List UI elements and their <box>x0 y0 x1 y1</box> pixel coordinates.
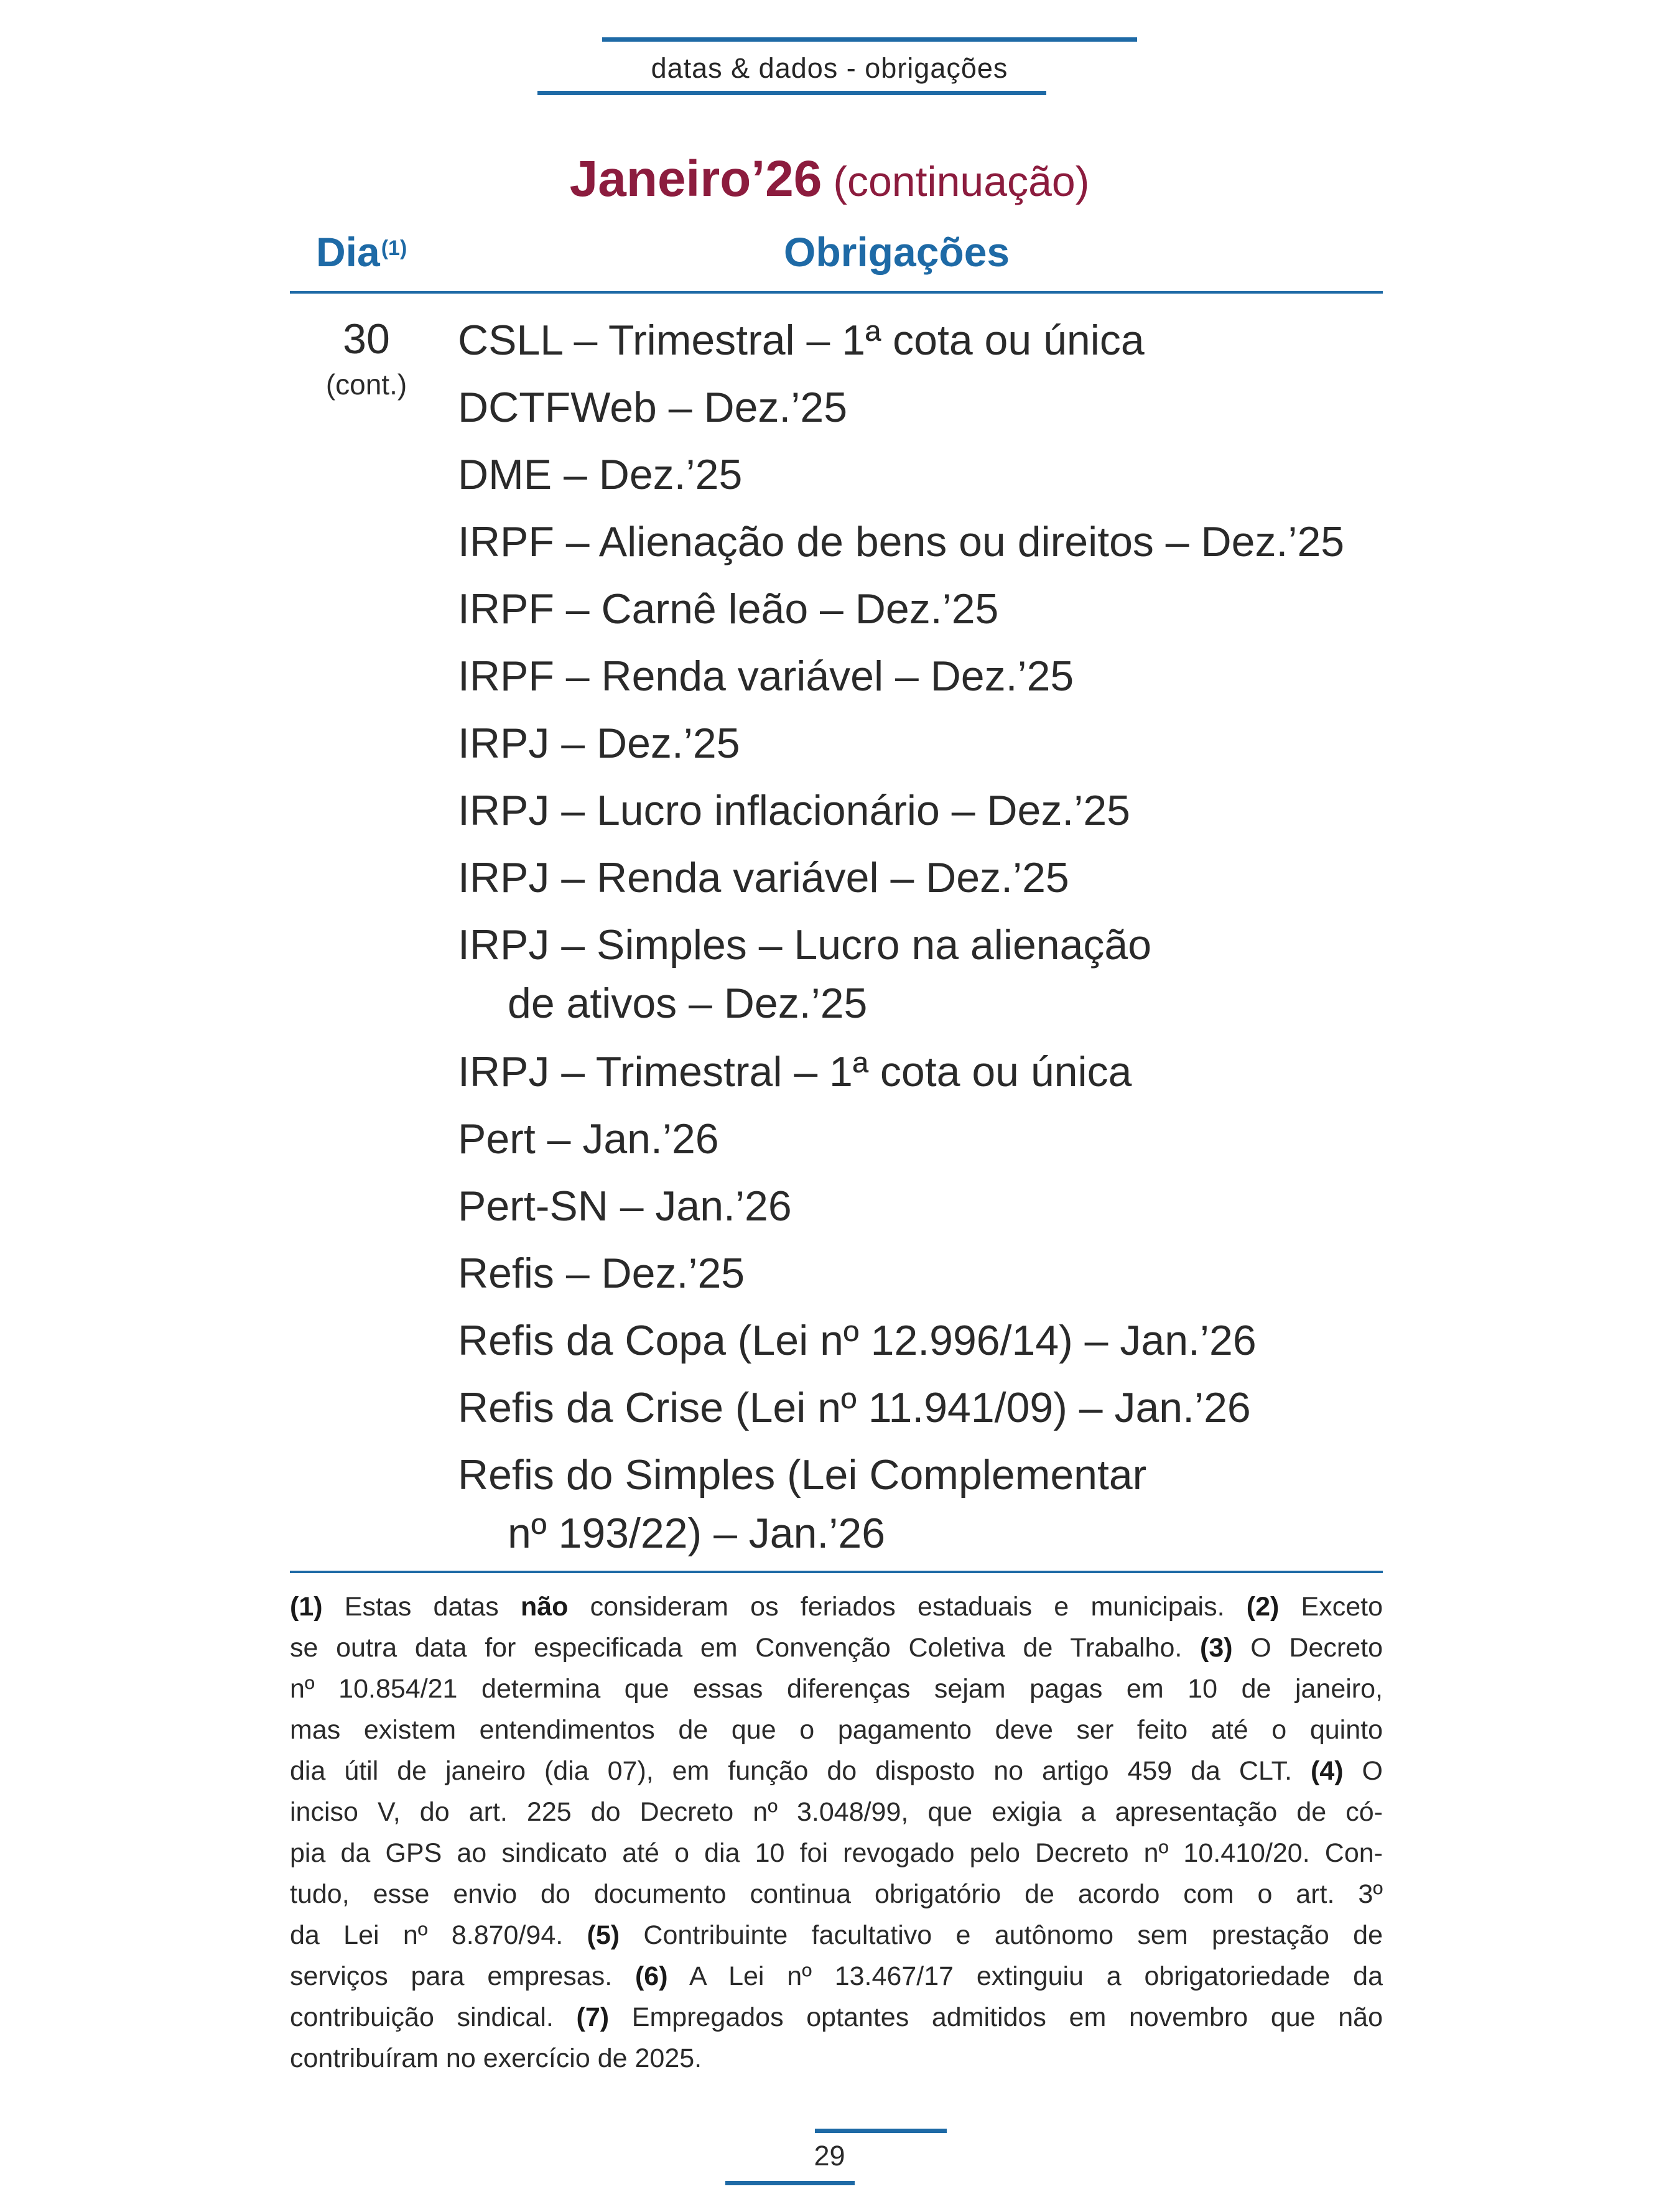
obligation-item: Refis da Crise (Lei nº 11.941/09) – Jan.’26 <box>458 1384 1251 1431</box>
page-number-rule-top <box>815 2129 947 2133</box>
footnote-marker: (2) <box>1246 1592 1280 1622</box>
column-header-obligations: Obrigações <box>784 229 1010 275</box>
header-rule-bottom <box>537 91 1046 95</box>
footnote-text: se outra data for especificada em Convenção Coletiva de Trabalho. <box>290 1633 1201 1663</box>
footnote-text: contribuição sindical. <box>290 2002 577 2032</box>
month-name: Janeiro’26 <box>569 151 822 207</box>
footnote-text: nº 10.854/21 determina que essas diferenças sejam pagas em 10 de janeiro, <box>290 1674 1383 1704</box>
footnote-text: A Lei nº 13.467/17 extinguiu a obrigatoriedade da <box>667 1961 1383 1991</box>
obligation-item-line: IRPJ – Simples – Lucro na alienação <box>458 921 1152 969</box>
footnote-line <box>290 1791 1383 1833</box>
footnote-text: Estas datas <box>322 1592 521 1622</box>
footnote-marker: (3) <box>1200 1633 1233 1663</box>
footnote-text: da Lei nº 8.870/94. <box>290 1920 587 1950</box>
footnote-marker: (1) <box>290 1592 323 1622</box>
footnote-text: contribuíram no exercício de 2025. <box>290 2043 702 2073</box>
obligation-item: Refis – Dez.’25 <box>458 1250 745 1297</box>
obligation-item: IRPJ – Lucro inflacionário – Dez.’25 <box>458 787 1130 834</box>
footnote-text: tudo, esse envio do documento continua obrigatório de acordo com o art. 3º <box>290 1879 1383 1909</box>
footnotes <box>290 1586 1383 2079</box>
footnotes-rule <box>290 1571 1383 1573</box>
obligation-item: IRPJ – Renda variável – Dez.’25 <box>458 854 1069 901</box>
obligation-item-line-continued: de ativos – Dez.’25 <box>508 980 868 1027</box>
footnote-marker: (6) <box>634 1961 668 1991</box>
footnote-marker: (4) <box>1311 1756 1344 1786</box>
footnote-text: dia útil de janeiro (dia 07), em função do disposto no artigo 459 da CLT. <box>290 1756 1311 1786</box>
footnote-line <box>290 1956 1383 1997</box>
month-continuation: (continuação) <box>833 158 1090 205</box>
footnote-text: Empregados optantes admitidos em novembro que não <box>609 2002 1383 2032</box>
footnote-line <box>290 1668 1383 1709</box>
obligation-item-line-continued: nº 193/22) – Jan.’26 <box>508 1510 886 1557</box>
footnote-text: pia da GPS ao sindicato até o dia 10 foi revogado pelo Decreto nº 10.410/20. Con- <box>290 1838 1383 1868</box>
obligation-item: DME – Dez.’25 <box>458 451 743 498</box>
column-header-day-footnote-ref: (1) <box>381 236 407 260</box>
obligation-item: Pert – Jan.’26 <box>458 1115 719 1163</box>
obligation-item-line: Refis do Simples (Lei Complementar <box>458 1451 1147 1499</box>
column-header-day <box>316 224 407 280</box>
obligation-item: CSLL – Trimestral – 1ª cota ou única <box>458 317 1145 364</box>
obligation-item: Pert-SN – Jan.’26 <box>458 1183 792 1230</box>
obligation-item: IRPJ – Dez.’25 <box>458 720 740 767</box>
running-title: datas & dados - obrigações <box>651 52 1008 84</box>
footnote-line <box>290 1709 1383 1750</box>
footnote-marker: (5) <box>587 1920 620 1950</box>
table-header-rule <box>290 291 1383 294</box>
footnote-line <box>290 1874 1383 1915</box>
footnote-line <box>290 1627 1383 1668</box>
obligations-list <box>458 311 1391 1573</box>
header-rule-top <box>602 37 1137 42</box>
obligation-item: IRPF – Renda variável – Dez.’25 <box>458 653 1074 700</box>
footnote-line <box>290 1586 1383 1627</box>
obligation-item: DCTFWeb – Dez.’25 <box>458 384 848 431</box>
footnote-line <box>290 1750 1383 1791</box>
footnote-emphasis: não <box>520 1592 569 1622</box>
page-number: 29 <box>814 2140 845 2172</box>
obligation-item: IRPF – Alienação de bens ou direitos – Dez.’25 <box>458 518 1345 565</box>
footnote-text: inciso V, do art. 225 do Decreto nº 3.048/99, que exigia a apresentação de có- <box>290 1797 1383 1827</box>
obligation-item <box>458 916 1391 1043</box>
footnote-text: Contribuinte facultativo e autônomo sem prestação de <box>620 1920 1383 1950</box>
footnote-marker: (7) <box>576 2002 610 2032</box>
obligation-item: Refis da Copa (Lei nº 12.996/14) – Jan.’26 <box>458 1317 1257 1364</box>
page-number-rule-bottom <box>725 2181 855 2185</box>
obligation-item <box>458 1446 1391 1573</box>
day-continuation-note: (cont.) <box>325 368 407 401</box>
footnote-text: O <box>1343 1756 1383 1786</box>
day-number: 30 <box>343 315 390 363</box>
footnote-line <box>290 2038 1383 2079</box>
obligation-item: IRPJ – Trimestral – 1ª cota ou única <box>458 1048 1132 1095</box>
footnote-line <box>290 1997 1383 2038</box>
footnote-text: serviços para empresas. <box>290 1961 635 1991</box>
footnote-text: O Decreto <box>1232 1633 1383 1663</box>
footnote-text: Exceto <box>1279 1592 1383 1622</box>
column-header-day-label: Dia <box>316 229 380 275</box>
month-title <box>0 148 1659 213</box>
footnote-text: mas existem entendimentos de que o pagamento deve ser feito até o quinto <box>290 1715 1383 1745</box>
footnote-line <box>290 1833 1383 1874</box>
footnote-text: consideram os feriados estaduais e municipais. <box>568 1592 1247 1622</box>
footnote-line <box>290 1915 1383 1956</box>
obligation-item: IRPF – Carnê leão – Dez.’25 <box>458 585 999 633</box>
running-header <box>0 0 1659 106</box>
